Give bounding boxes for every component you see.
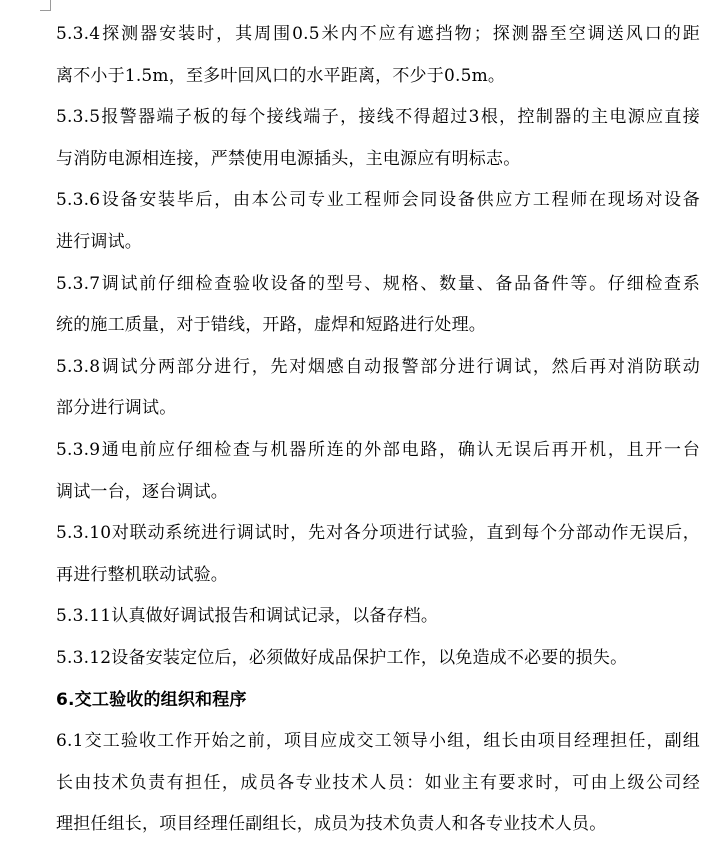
para-6-1-line-3: 理担任组长，项目经理任副组长，成员为技术负责人和各专业技术人员。 <box>56 814 607 835</box>
para-6-1-line-2: 长由技术负责有担任，成员各专业技术人员：如业主有要求时，可由上级公司经 <box>56 772 700 793</box>
para-5-3-5-line-1: 5.3.5报警器端子板的每个接线端子，接线不得超过3根，控制器的主电源应直接 <box>56 107 700 128</box>
para-5-3-12: 5.3.12设备安装定位后，必须做好成品保护工作，以免造成不必要的损失。 <box>56 647 628 668</box>
para-5-3-10-line-2: 再进行整机联动试验。 <box>56 564 228 585</box>
para-5-3-4-line-1: 5.3.4探测器安装时，其周围0.5米内不应有遮挡物；探测器至空调送风口的距 <box>56 24 700 44</box>
section-6-heading: 6.交工验收的组织和程序 <box>56 689 247 710</box>
para-5-3-9-line-1: 5.3.9通电前应仔细检查与机器所连的外部电路，确认无误后再开机，且开一台 <box>56 439 700 460</box>
para-5-3-8-line-1: 5.3.8调试分两部分进行，先对烟感自动报警部分进行调试，然后再对消防联动 <box>56 356 700 377</box>
para-5-3-10-line-1: 5.3.10对联动系统进行调试时，先对各分项进行试验，直到每个分部动作无误后， <box>56 523 700 544</box>
document-body <box>56 14 700 846</box>
para-5-3-6-line-2: 进行调试。 <box>56 231 142 252</box>
para-5-3-11: 5.3.11认真做好调试报告和调试记录，以备存档。 <box>56 606 439 627</box>
para-5-3-6-line-1: 5.3.6设备安装毕后，由本公司专业工程师会同设备供应方工程师在现场对设备 <box>56 190 700 211</box>
para-5-3-5-line-2: 与消防电源相连接，严禁使用电源插头，主电源应有明标志。 <box>56 148 521 169</box>
para-5-3-9-line-2: 调试一台，逐台调试。 <box>56 481 228 502</box>
para-5-3-8-line-2: 部分进行调试。 <box>56 398 177 419</box>
page-corner-mark <box>40 0 51 11</box>
para-5-3-7-line-1: 5.3.7调试前仔细检查验收设备的型号、规格、数量、备品备件等。仔细检查系 <box>56 273 700 294</box>
para-5-3-7-line-2: 统的施工质量，对于错线，开路，虚焊和短路进行处理。 <box>56 315 486 336</box>
para-6-1-line-1: 6.1交工验收工作开始之前，项目应成交工领导小组，组长由项目经理担任，副组 <box>56 731 700 752</box>
para-5-3-4-line-2: 离不小于1.5m，至多叶回风口的水平距离，不少于0.5m。 <box>56 65 506 86</box>
